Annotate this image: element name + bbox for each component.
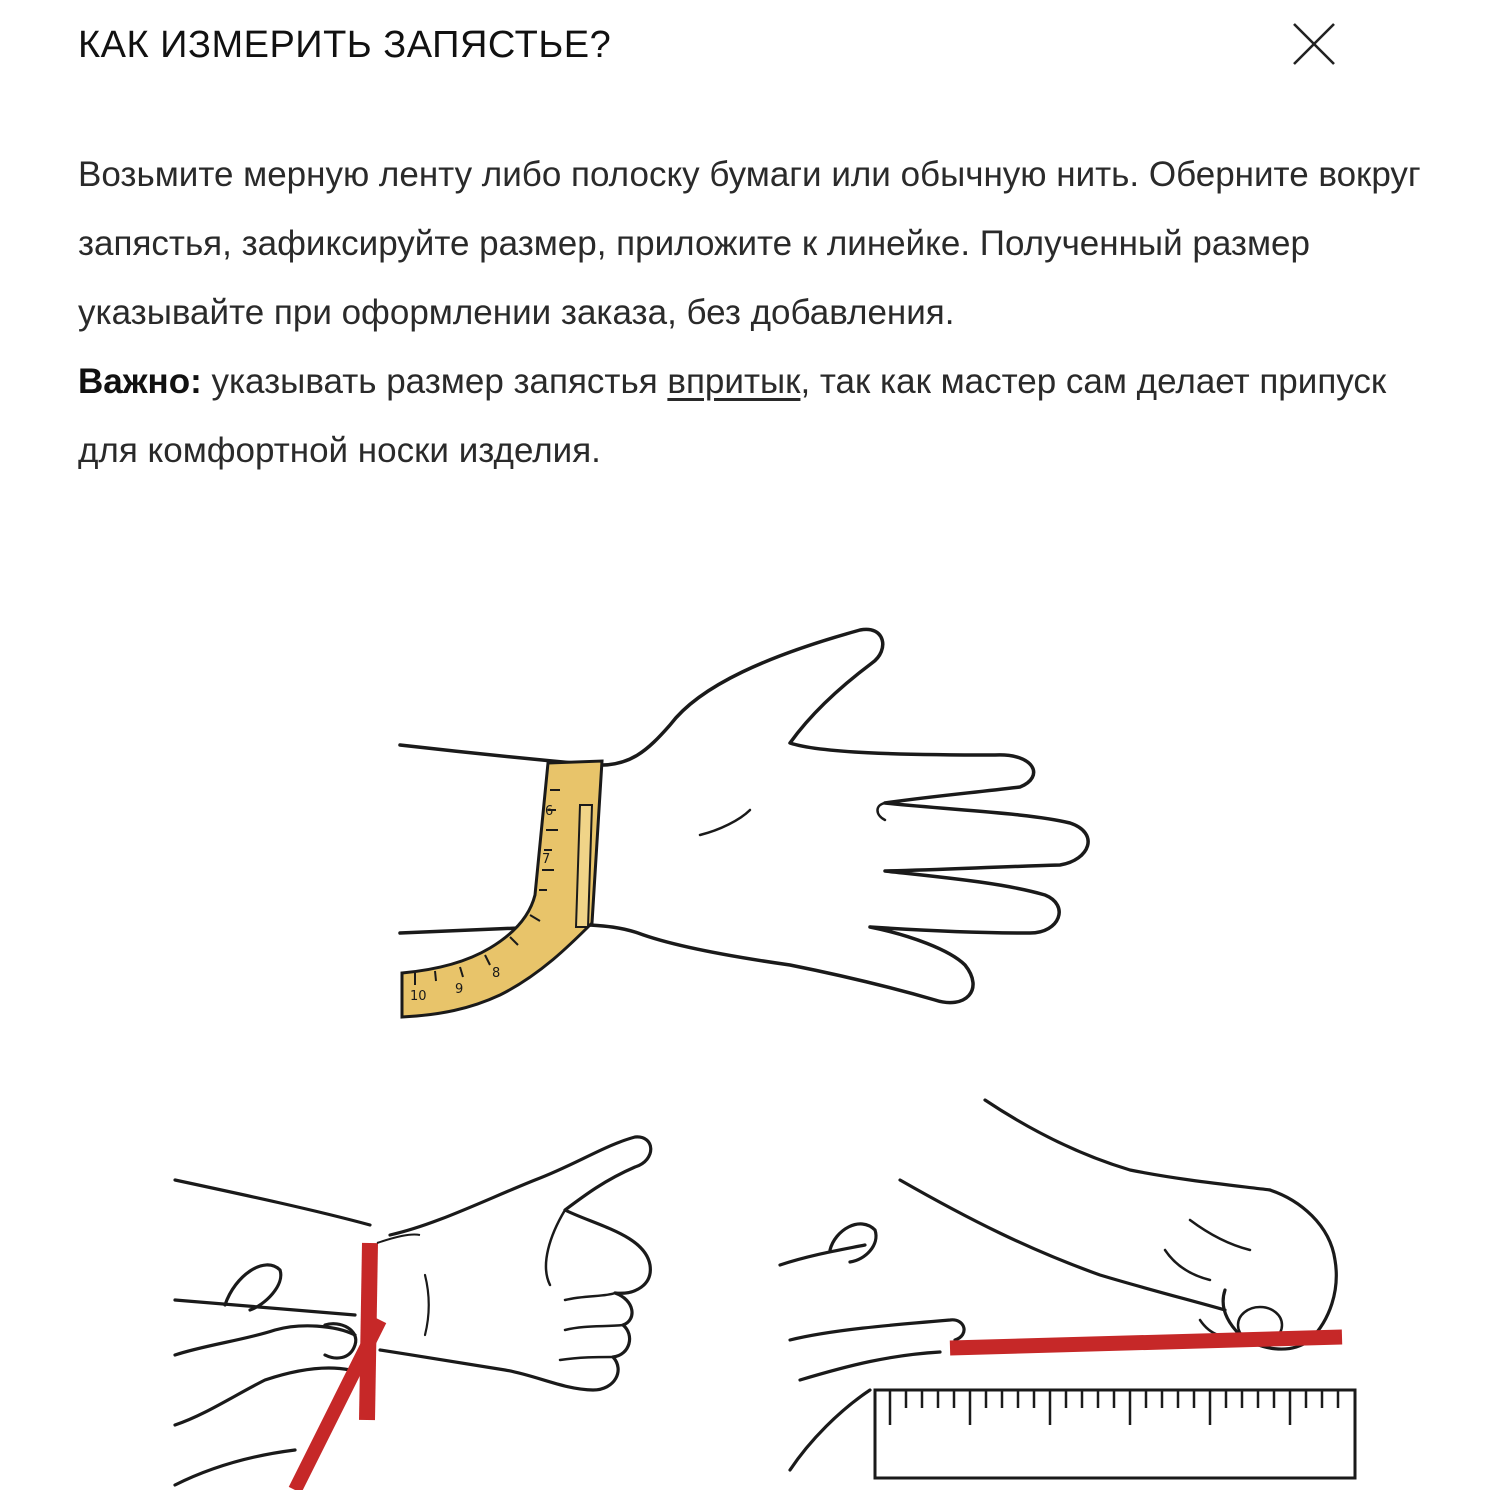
tape-number-6: 6 (545, 804, 554, 819)
important-label: Важно: (78, 362, 202, 401)
important-text-after: , так как мастер сам делает припуск для комфортной носки изделия. (78, 362, 1387, 470)
fist-outline (380, 1137, 651, 1390)
snug-fit-link[interactable]: впритык (667, 362, 801, 401)
important-text-before: указывать размер запястья (201, 362, 668, 401)
close-icon (1288, 18, 1340, 70)
hand-tape-measure-illustration (380, 615, 1120, 1035)
instructions-paragraph: Возьмите мерную ленту либо полоску бумаги или обычную нить. Оберните вокруг запястья, зафиксируйте размер, приложите к линейке. Полученный размер указывайте при оформлении заказа, без добавления. (78, 155, 1421, 332)
tape-number-10: 10 (410, 989, 427, 1004)
pinching-hand-outline (1223, 1190, 1336, 1349)
open-hand-outline (590, 629, 1088, 1002)
tape-number-9: 9 (455, 982, 464, 997)
tape-number-8: 8 (492, 966, 501, 981)
tape-number-7: 7 (542, 852, 551, 867)
tape-measure (402, 761, 602, 1017)
thread-ruler-illustration (770, 1090, 1380, 1490)
modal-header (78, 18, 1348, 74)
instructions-text (78, 140, 1438, 485)
close-button[interactable] (1288, 18, 1340, 70)
important-note (78, 347, 1438, 485)
red-thread-straight (950, 1337, 1342, 1348)
modal-title: КАК ИЗМЕРИТЬ ЗАПЯСТЬЕ? (78, 24, 612, 66)
wrist-thread-illustration (165, 1125, 685, 1490)
